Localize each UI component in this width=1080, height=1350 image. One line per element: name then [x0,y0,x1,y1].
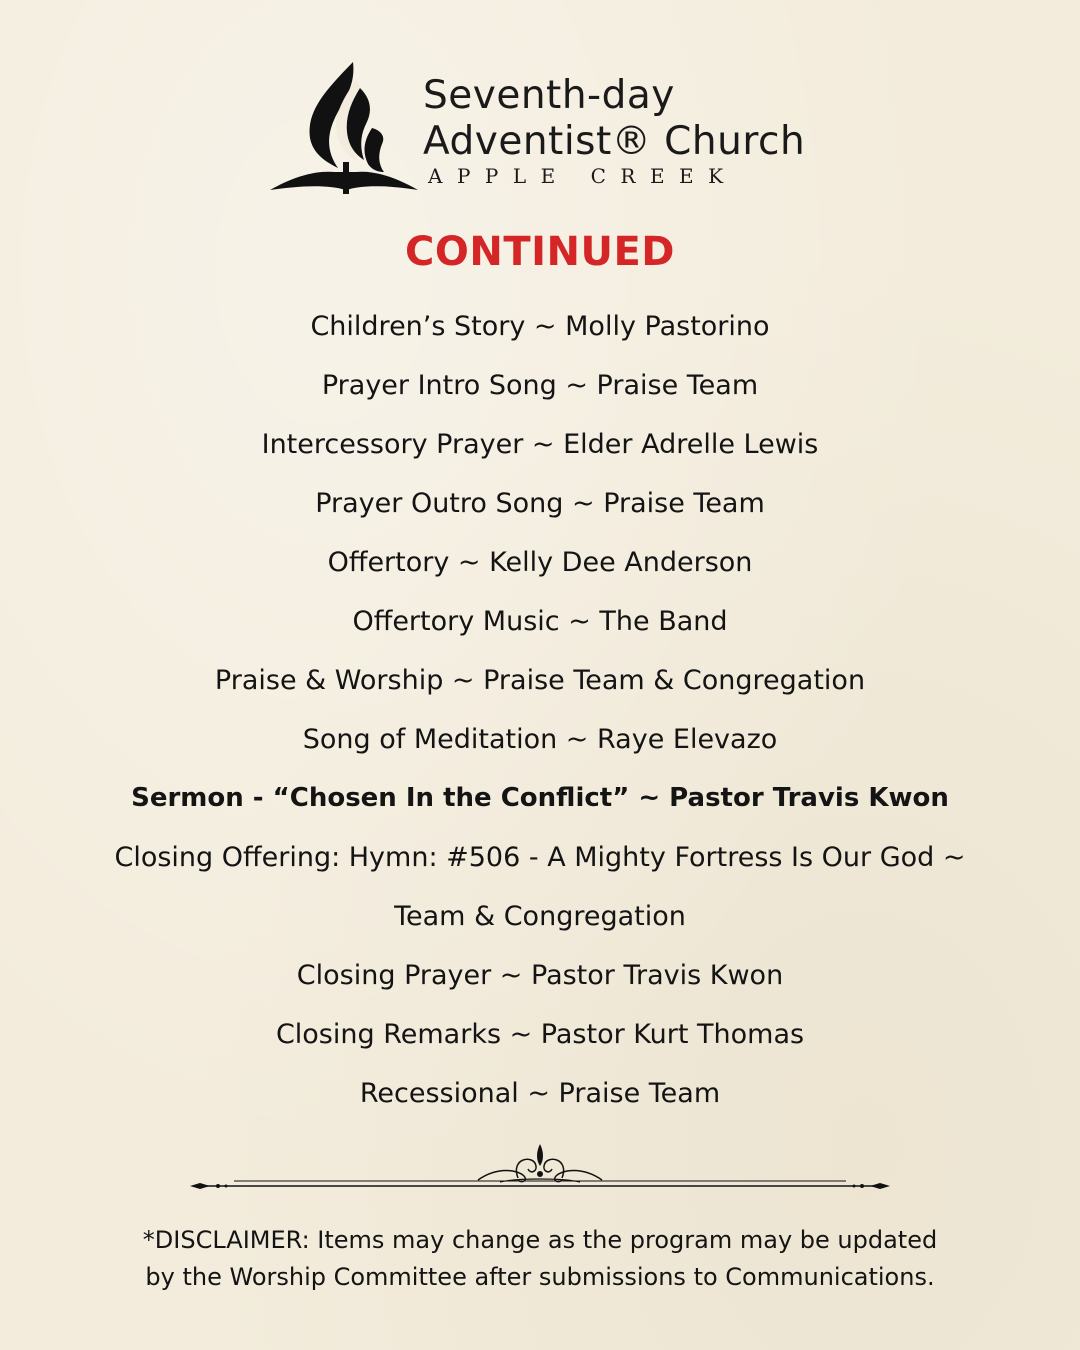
program-list [40,297,1040,1123]
program-item: Closing Prayer ~ Pastor Travis Kwon [296,960,784,991]
disclaimer-line1: *DISCLAIMER: Items may change as the program may be updated [142,1226,938,1254]
disclaimer [40,1222,1040,1296]
logo-location: APPLE CREEK [428,164,738,188]
page-title: CONTINUED [405,229,675,275]
program-item: Praise & Worship ~ Praise Team & Congregation [214,665,866,696]
church-logo [268,58,806,198]
program-item: Prayer Intro Song ~ Praise Team [321,370,759,401]
program-item: Recessional ~ Praise Team [359,1078,721,1109]
program-item: Closing Offering: Hymn: #506 - A Mighty Fortress Is Our God ~ [114,842,966,873]
program-item: Offertory Music ~ The Band [352,606,728,637]
program-item: Offertory ~ Kelly Dee Anderson [327,547,753,578]
program-item: Closing Remarks ~ Pastor Kurt Thomas [275,1019,805,1050]
program-item: Children’s Story ~ Molly Pastorino [310,311,770,342]
disclaimer-line2: by the Worship Committee after submissions to Communications. [145,1263,935,1291]
program-item: Song of Meditation ~ Raye Elevazo [302,724,778,755]
flame-bible-icon [268,58,418,194]
logo-title-line1: Seventh-day [423,73,675,118]
logo-title-line2: Adventist® Church [423,119,806,164]
program-item: Intercessory Prayer ~ Elder Adrelle Lewis [261,429,819,460]
ornamental-divider [188,1136,892,1196]
sermon-item: Sermon - “Chosen In the Conflict” ~ Pastor Travis Kwon [131,783,949,813]
program-item: Prayer Outro Song ~ Praise Team [315,488,765,519]
program-item: Team & Congregation [394,901,686,932]
